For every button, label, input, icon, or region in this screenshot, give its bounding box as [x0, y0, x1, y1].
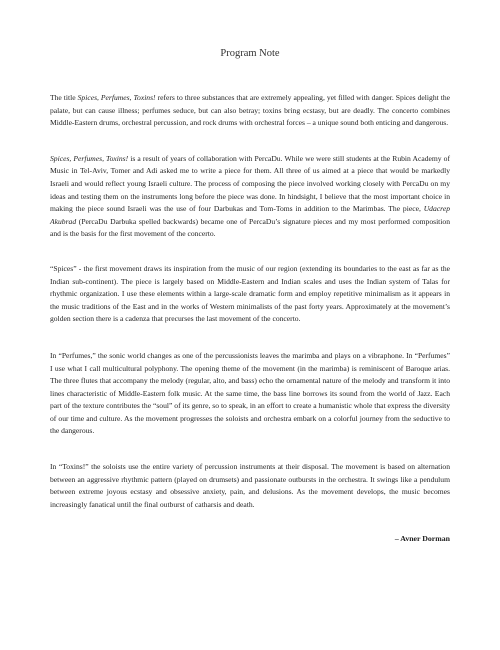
- collaboration-paragraph: [50, 153, 450, 241]
- text-run: The title: [50, 93, 78, 102]
- italic-title: Spices, Perfumes, Toxins!: [50, 153, 129, 163]
- author-signature: – Avner Dorman: [394, 534, 450, 544]
- toxins-paragraph: In “Toxins!” the soloists use the entire variety of percussion instruments at their disposal. The movement is based on alternation between an aggressive rhythmic pattern (played on drumsets) and passionate outbursts in the orchestra. It swings like a pendulum between extreme joyous ecstasy and obsessive anxiety, pain, and delusions. As the movement develops, the music becomes increasingly fanatical until the final outburst of catharsis and death.: [50, 462, 450, 509]
- text-run: (PercaDu Darbuka spelled backwards) became one of PercaDu’s signature pieces and my most performed composition and is the basis for the first movement of the concerto.: [50, 216, 450, 239]
- page-title: Program Note: [220, 48, 280, 59]
- italic-piece-title: Udacrep Akubrad: [50, 204, 450, 226]
- spices-paragraph: “Spices” - the first movement draws its inspiration from the music of our region (extending its boundaries to the east as far as the Indian sub-continent). The piece is largely based on Middle-Eastern and Indian scales and uses the Indian system of Talas for rhythmic organization. I use these elements within a large-scale dramatic form and employ repetitive minimalism as it appears in the music traditions of the East and in the works of Western minimalists of the past forty years. Approximately at the movement’s golden section there is a cadenza that precurses the last movement of the concerto.: [50, 263, 450, 324]
- text-run: refers to three substances that are extremely appealing, yet filled with danger. Spices delight the palate, but can cause illness; perfumes seduce, but can also betray; toxins bring ecstasy, but are deadly. The concerto combines Middle-Eastern drums, orchestral percussion, and rock drums with orchestral forces – a unique sound both enticing and dangerous.: [50, 93, 451, 128]
- text-run: is a result of years of collaboration with PercaDu. While we were still students at the Rubin Academy of Music in Tel-Aviv, Tomer and Adi asked me to write a piece for them. All three of us aimed at a piece that would be markedly Israeli and would reflect young Israeli culture. The process of composing the piece involved working closely with PercaDu on my ideas and testing them on the instruments long before the piece was done. In hindsight, I believe that the most important choice in making the piece sound Israeli was the use of four Darbukas and Tom-Toms in addition to the Marimbas. The piece,: [50, 153, 450, 214]
- intro-paragraph: [50, 92, 450, 130]
- italic-title: Spices, Perfumes, Toxins!: [77, 93, 156, 102]
- perfumes-paragraph: In “Perfumes,” the sonic world changes as one of the percussionists leaves the marimba and plays on a vibraphone. In “Perfumes” I use what I call multicultural polyphony. The opening theme of the movement (in the marimba) is reminiscent of Baroque arias. The three flutes that accompany the melody (regular, alto, and bass) echo the ornamental nature of the melody and transform it into lines characteristic of Middle-Eastern folk music. At the same time, the bass line borrows its sound from the world of Jazz. Each part of the texture contributes the “soul” of its genre, so to speak, in an effort to create a humanistic whole that express the diversity of our time and culture. As the movement progresses the soloists and orchestra embark on a colorful journey from the seductive to the dangerous.: [50, 350, 450, 436]
